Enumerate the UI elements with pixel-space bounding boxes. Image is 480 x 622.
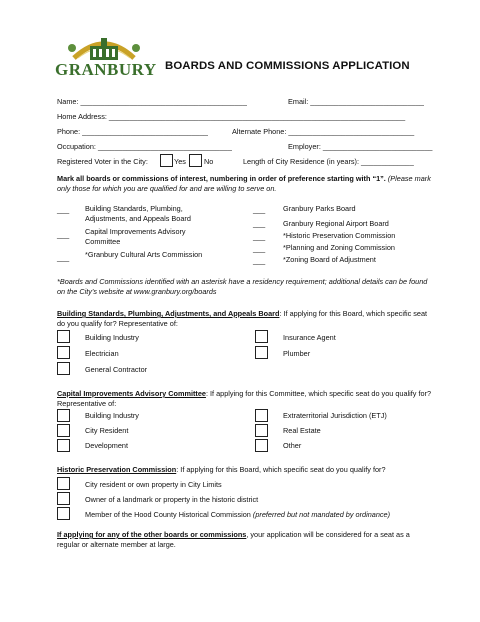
s2-other-checkbox[interactable]	[255, 439, 268, 452]
s2-building-industry-checkbox[interactable]	[57, 409, 70, 422]
s3-historical-commission-note: (preferred but not mandated by ordinance)	[252, 510, 391, 519]
section2-title: Capital Improvements Advisory Committee	[57, 389, 206, 398]
board-building-standards: Building Standards, Plumbing,	[85, 204, 183, 213]
instructions-bold: Mark all boards or commissions of interest, numbering in order of preference starting with “1”.	[57, 174, 386, 183]
board-blank-2[interactable]: ___	[57, 230, 70, 239]
s3-historical-commission-label: Member of the Hood County Historical Commission	[85, 510, 251, 519]
s3-city-resident-label: City resident or own property in City Limits	[85, 480, 222, 489]
board-blank-7[interactable]: ___	[253, 244, 266, 253]
section1-title: Building Standards, Plumbing, Adjustments, and Appeals Board	[57, 309, 280, 318]
s2-etj-checkbox[interactable]	[255, 409, 268, 422]
email-field[interactable]: Email: ____________________________	[288, 97, 424, 106]
s1-plumber-label: Plumber	[283, 349, 311, 358]
board-parks: Granbury Parks Board	[283, 204, 356, 213]
logo-wordmark: GRANBURY	[55, 60, 157, 79]
board-capital-improvements-line2: Committee	[85, 237, 121, 246]
voter-no-label: No	[204, 157, 214, 166]
s1-general-contractor-checkbox[interactable]	[57, 362, 70, 375]
board-historic-preservation: *Historic Preservation Commission	[283, 231, 396, 240]
board-blank-3[interactable]: ___	[57, 253, 70, 262]
board-blank-6[interactable]: ___	[253, 232, 266, 241]
board-blank-8[interactable]: ___	[253, 256, 266, 265]
s1-building-industry-label: Building Industry	[85, 333, 139, 342]
s1-building-industry-checkbox[interactable]	[57, 330, 70, 343]
residency-note: *Boards and Commissions identified with an asterisk have a residency requirement; additional details can be found on the City’s website at www.granbury.org/boards	[57, 277, 428, 296]
s2-development-checkbox[interactable]	[57, 439, 70, 452]
s3-landmark-owner-label: Owner of a landmark or property in the historic district	[85, 495, 259, 504]
board-zoning-adjustment: *Zoning Board of Adjustment	[283, 255, 376, 264]
registered-voter-label: Registered Voter in the City:	[57, 157, 148, 166]
s3-historical-commission-checkbox[interactable]	[57, 507, 70, 520]
section-historic-preservation-heading	[57, 465, 437, 475]
section3-question: : If applying for this Board, which specific seat do you qualify for?	[176, 465, 386, 474]
s1-general-contractor-label: General Contractor	[85, 365, 148, 374]
s3-city-resident-checkbox[interactable]	[57, 477, 70, 490]
voter-yes-checkbox[interactable]	[160, 154, 173, 167]
instructions	[57, 174, 432, 194]
s1-electrician-checkbox[interactable]	[57, 346, 70, 359]
board-blank-5[interactable]: ___	[253, 219, 266, 228]
phone-field[interactable]: Phone: _______________________________	[57, 127, 208, 136]
occupation-field[interactable]: Occupation: _________________________________	[57, 142, 232, 151]
section-capital-improvements-heading	[57, 389, 432, 409]
alternate-phone-field[interactable]: Alternate Phone: _______________________________	[232, 127, 415, 136]
page-title: BOARDS AND COMMISSIONS APPLICATION	[165, 60, 410, 72]
s2-etj-label: Extraterritorial Jurisdiction (ETJ)	[283, 411, 387, 420]
board-airport: Granbury Regional Airport Board	[283, 219, 389, 228]
other-boards-note	[57, 530, 432, 550]
name-field[interactable]: Name: _________________________________________	[57, 97, 247, 106]
board-building-standards-line2: Adjustments, and Appeals Board	[85, 214, 191, 223]
s2-other-label: Other	[283, 441, 302, 450]
s2-real-estate-label: Real Estate	[283, 426, 321, 435]
residence-field[interactable]: Length of City Residence (in years): _____________	[243, 157, 414, 166]
section3-title: Historic Preservation Commission	[57, 465, 177, 474]
s2-city-resident-label: City Resident	[85, 426, 129, 435]
board-cultural-arts: *Granbury Cultural Arts Commission	[85, 250, 203, 259]
voter-no-checkbox[interactable]	[189, 154, 202, 167]
s3-historical-commission-row	[85, 510, 390, 520]
s1-insurance-agent-checkbox[interactable]	[255, 330, 268, 343]
s3-landmark-owner-checkbox[interactable]	[57, 492, 70, 505]
board-capital-improvements: Capital Improvements Advisory	[85, 227, 186, 236]
home-address-field[interactable]: Home Address: _________________________________________________________________________	[57, 112, 406, 121]
s1-electrician-label: Electrician	[85, 349, 119, 358]
s2-development-label: Development	[85, 441, 128, 450]
other-boards-rest: , your application will be considered for a seat as a regular or alternate member at large.	[57, 530, 410, 549]
s1-insurance-agent-label: Insurance Agent	[283, 333, 336, 342]
section1-question: : If applying for this Board, which specific seat do you qualify for? Representative of:	[57, 309, 428, 328]
employer-field[interactable]: Employer: ___________________________	[288, 142, 433, 151]
s1-plumber-checkbox[interactable]	[255, 346, 268, 359]
instructions-italic: (Please mark only those for which you are qualified for and are willing to serve on.	[57, 174, 431, 193]
section2-question: : If applying for this Committee, which specific seat do you qualify for? Representative of:	[57, 389, 432, 408]
s2-city-resident-checkbox[interactable]	[57, 424, 70, 437]
board-blank-4[interactable]: ___	[253, 205, 266, 214]
s2-building-industry-label: Building Industry	[85, 411, 139, 420]
voter-yes-label: Yes	[174, 157, 186, 166]
section-building-standards-heading	[57, 309, 432, 329]
board-planning-zoning: *Planning and Zoning Commission	[283, 243, 395, 252]
s2-real-estate-checkbox[interactable]	[255, 424, 268, 437]
other-boards-bold: If applying for any of the other boards or commissions	[57, 530, 247, 539]
board-blank-1[interactable]: ___	[57, 205, 70, 214]
